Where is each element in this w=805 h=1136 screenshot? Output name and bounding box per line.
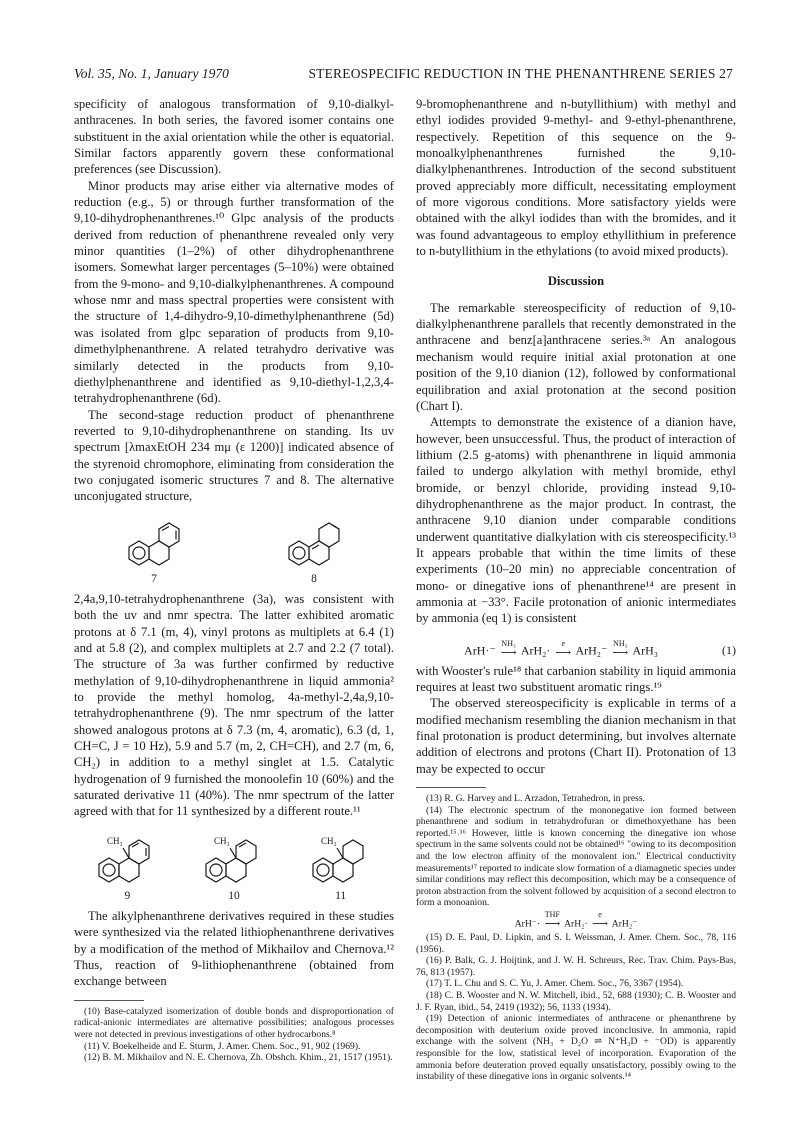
arrow-reagent: e (598, 910, 602, 919)
footnotes-right (416, 793, 736, 1083)
arrow-reagent: THF (544, 910, 560, 919)
structure-11 (299, 826, 383, 904)
reaction-arrow (612, 639, 628, 659)
arrow-reagent: NH₃ (501, 638, 516, 648)
footnotes-left (74, 1006, 394, 1064)
structure-7-drawing (113, 511, 195, 571)
equation-number: (1) (722, 643, 736, 658)
footnote: (17) T. L. Chu and S. C. Yu, J. Amer. Chem. Soc., 76, 3367 (1954). (426, 978, 684, 990)
species: ArH·⁻ (464, 643, 496, 658)
equation-body (416, 639, 706, 659)
paragraph: The second-stage reduction product of phenanthrene reverted to 9,10-dihydrophenanthrene on standing. Its uv spectrum [λmaxEtOH 234 mμ (ε 1200)] indicated absence of the styrenoid chromophore, eliminating from consideration the two conjugated isomeric structures 7 and 8. The alternative unconjugated structure, (74, 407, 394, 504)
methyl-label: CH₃ (107, 835, 123, 846)
paragraph: Attempts to demonstrate the existence of a dianion have, however, been unsuccessful. Thus, the product of interaction of lithium (2.5 g-atoms) with phenanthrene in liquid ammonia failed to undergo alkylation with methyl bromide, ethyl bromide, or benzyl chloride, providing instead 9,10-dihydrophenanthrene as the major product. In contrast, the anthracene 9,10 dianion under comparable conditions underwent quantitative dialkylation with cis stereospecificity.¹³ It appears probable that within the time limits of these experiments (10–20 min) no appreciable concentration of mono- or dinegative ions of phenanthrene¹⁴ are present in ammonia at −33°. Facile protonation of anionic intermediates by ammonia (eq 1) is consistent (416, 415, 736, 626)
arrow-reagent: e (561, 638, 566, 648)
paragraph: Minor products may arise either via alternative modes of reduction (e.g., 5) or through further transformation of the 9,10-dihydrophenanthrenes.¹⁰ Glpc analysis of the products derived from reduction of phenanthrene revealed only very minor quantities (1–2%) of other dihydrophenanthrene isomers. Somewhat larger percentages (5–10%) were obtained from the 9-mono- and 9,10-dialkylphenanthrenes. A compound whose nmr and mass spectral properties were consistent with the structure of 1,4-dihydro-9,10-dimethylphenanthrene (5d) was isolated from glpc separation of products from 9,10-dimethylphenanthrene. A related tetrahydro derivative was similarly detected in the products from 9,10-diethylphenanthrene and identified as 9,10-diethyl-1,2,3,4-tetrahydrophenanthrene (6d). (74, 178, 394, 406)
structure-11-drawing (299, 826, 383, 888)
arrow-right-icon: ⟶ (500, 646, 517, 659)
paragraph: The observed stereospecificity is explicable in terms of a modified mechanism resembling the dianion mechanism in that final protonation is product determining, but involves alternate addition of electrons and protons (Chart II). Protonation of 13 may be expected to occur (416, 696, 737, 776)
footnote: (18) C. B. Wooster and N. W. Mitchell, ibid., 52, 688 (1930); C. B. Wooster and J. F. Ryan, ibid., 54, 2419 (1932); 56, 1133 (1934). (416, 989, 736, 1013)
paragraph: The alkylphenanthrene derivatives required in these studies were synthesized via the related lithiophenanthrene derivatives by a modification of the method of Mikhailov and Chernova.¹² Thus, reaction of 9-lithiophenanthrene (obtained from exchange between (74, 909, 394, 989)
species: ArH⁻· (514, 918, 541, 930)
equation-1 (416, 633, 736, 659)
footnote: (12) B. M. Mikhailov and N. E. Chernova, Zh. Obshch. Khim., 21, 1517 (1951). (84, 1052, 393, 1064)
species: ArH₂· (564, 918, 588, 930)
figure-structures-7-8 (74, 511, 394, 587)
methyl-label: CH₃ (320, 835, 337, 846)
structure-7 (113, 511, 195, 587)
footnote: (19) Detection of anionic intermediates of anthracene or phenanthrene by decomposition with deuterium oxide proved inconclusive. In ammonia, rapid exchange with the solvent (NH₃ + D₂O ⇌ N⁺H₃D + ⁻OD) is apparently responsible for the low, statistical level of incorporation. Evaporation of the ammonia before deuteration proved equally unsatisfactory, possibly owing to the instability of these dinegative ions in organic solvents.¹⁴ (416, 1013, 736, 1083)
left-column (74, 96, 394, 1064)
arrow-right-icon: ⟶ (592, 918, 608, 930)
footnote-equation (416, 910, 736, 930)
structure-8 (273, 511, 355, 587)
arrow-right-icon: ⟶ (612, 646, 629, 659)
paragraph: specificity of analogous transformation of 9,10-dialkyl-anthracenes. In both series, the favored isomer contains one substituent in the axial orientation while the other is equatorial. Similar factors apparently govern these conformational preferences (see Discussion). (74, 97, 394, 177)
structure-label: 7 (151, 572, 157, 585)
reaction-arrow (592, 910, 608, 930)
reaction-arrow (544, 910, 560, 930)
structure-label: 8 (311, 572, 317, 585)
paragraph: with Wooster's rule¹⁸ that carbanion stability in liquid ammonia requires at least two substituent aromatic rings.¹⁹ (416, 663, 736, 694)
species: ArH₂· (520, 643, 551, 658)
species: ArH₂⁻ (575, 643, 608, 658)
footnote: (15) D. E. Paul, D. Lipkin, and S. I. Weissman, J. Amer. Chem. Soc., 78, 116 (1956). (416, 932, 736, 955)
structure-label: 10 (228, 889, 240, 902)
paragraph: The remarkable stereospecificity of reduction of 9,10-dialkylphenanthrene parallels that recently demonstrated in the anthracene and benz[a]anthracene series.³ᵃ An analogous mechanism would require initial axial protonation at one position of the 9,10 dianion (12), followed by conformational equilibration and axial protonation at the second position (Chart I). (416, 300, 736, 413)
structure-label: 9 (124, 889, 131, 902)
arrow-reagent: NH₃ (613, 638, 628, 648)
structure-label: 11 (335, 889, 347, 902)
structure-9-drawing (85, 826, 169, 888)
reaction-arrow (501, 639, 517, 659)
footnote: (14) The electronic spectrum of the mononegative ion formed between phenanthrene and sodium in tetrahydrofuran or dimethoxyethane has been reported.¹⁵˒¹⁶ However, little is known concerning the dinegative ion whose spectrum in the same solvents could not be obtained¹⁶ "owing to its decomposition and the low electron affinity of the monovalent ion." Electrical conductivity measurements¹⁷ reported to indicate slow formation of a diamagnetic species under similar conditions may reflect this decomposition, which may be a consequence of proton abstraction from the solvent followed by acquisition of a second electron to form a monoanion. (416, 804, 736, 909)
species: ArH₃ (632, 643, 658, 658)
footnote: (16) P. Balk, G. J. Hoijtink, and J. W. H. Schreurs, Rec. Trav. Chim. Pays-Bas, 76, 813 (1957). (416, 955, 736, 978)
running-header-title: STEREOSPECIFIC REDUCTION IN THE PHENANTHRENE SERIES 27 (308, 66, 733, 81)
figure-structures-9-10-11 (74, 826, 394, 904)
footnote: (11) V. Boekelheide and E. Sturm, J. Amer. Chem. Soc., 91, 902 (1969). (84, 1040, 361, 1052)
structure-8-drawing (273, 511, 355, 571)
arrow-right-icon: ⟶ (544, 918, 561, 930)
footnote-rule (74, 1000, 144, 1001)
species: ArH₂⁻ (611, 918, 638, 930)
footnote-rule (416, 787, 486, 788)
paragraph: 2,4a,9,10-tetrahydrophenanthrene (3a), was consistent with both the uv and nmr spectra. The latter exhibited aromatic protons at δ 7.1 (m, 4), vinyl protons as multiplets at 6.4 (1) and at 5.8 (2), and complex multiplets at 2.7 and 2.2 (7 total). The structure of 3a was further confirmed by reductive methylation of 9,10-dihydrophenanthrene in liquid ammonia² to provide the methyl homolog, 4a-methyl-2,4a,9,10-tetrahydrophenanthrene (9). The nmr spectrum of the latter showed analogous protons at δ 7.3 (m, 4, aromatic), 6.3 (d, 1, CH=C, J = 10 Hz), 5.9 and 5.7 (m, 2, CH=CH), and 2.7 (m, 6, CH₂) in addition to a methyl singlet at 1.5. Catalytic hydrogenation of 9 furnished the monoolefin 10 (60%) and the saturated derivative 11 (40%). The nmr spectrum of the latter agreed with that for 11 synthesized by a different route.¹¹ (74, 591, 394, 819)
footnote: (13) R. G. Harvey and L. Arzadon, Tetrahedron, in press. (426, 793, 645, 805)
footnote: (10) Base-catalyzed isomerization of double bonds and disproportionation of radical-anionic intermediates are alternative possibilities; analogous processes were not detected in previous investigations of other hydrocarbons.⁸ (74, 1005, 394, 1040)
structure-9 (85, 826, 169, 904)
section-heading: Discussion (547, 274, 605, 289)
structure-10-drawing (192, 826, 276, 888)
arrow-right-icon: ⟶ (555, 646, 572, 659)
methyl-label: CH₃ (213, 835, 230, 846)
running-header-journal: Vol. 35, No. 1, January 1970 (74, 66, 229, 81)
right-column (416, 96, 736, 1083)
paragraph: 9-bromophenanthrene and n-butyllithium) with methyl and ethyl iodides provided 9-methyl- and 9-ethyl-phenanthrene, respectively. Repetition of this sequence on the 9-monoalkylphenanthrenes furnished the 9,10-dialkylphenanthrenes. Introduction of the second substituent proved appreciably more difficult, necessitating employment of more vigorous conditions. More satisfactory yields were obtained with the alkyl iodides than with the bromides, and it was found advantageous to employ ethyllithium in preference to n-butyllithium in the ethylations (to avoid mixed products). (416, 97, 736, 259)
reaction-arrow (555, 639, 571, 659)
structure-10 (192, 826, 276, 904)
